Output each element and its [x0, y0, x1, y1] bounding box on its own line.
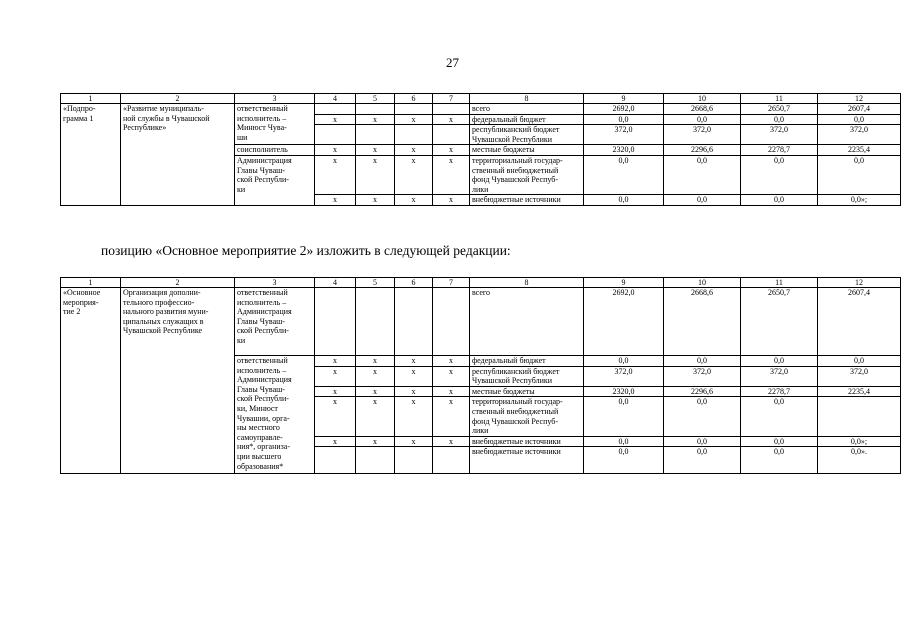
code-cell [395, 447, 433, 474]
value-cell: 0,0 [664, 155, 741, 194]
code-cell [356, 447, 395, 474]
value-cell: 0,0 [741, 155, 818, 194]
code-cell: х [395, 114, 433, 125]
code-cell: х [395, 145, 433, 156]
column-header: 2 [121, 278, 235, 288]
value-cell: 372,0 [584, 125, 664, 145]
value-cell: 0,0 [741, 356, 818, 367]
value-cell: 0,0 [584, 397, 664, 436]
code-cell: х [433, 195, 470, 206]
event-name-cell: Организация дополни- тельного профессио- нального развития муни- ципальных служащих в Чувашской Республике [121, 288, 235, 474]
code-cell: х [433, 397, 470, 436]
code-cell: х [433, 386, 470, 397]
column-header: 9 [584, 278, 664, 288]
code-cell [433, 104, 470, 115]
code-cell [433, 288, 470, 356]
executor-cell: ответственный исполнитель – Минюст Чува- ши [235, 104, 315, 145]
program-code-cell: «Подпро- грамма 1 [61, 104, 121, 206]
budget-table-main-event-2 [60, 277, 901, 474]
value-cell: 372,0 [818, 125, 901, 145]
code-cell: х [356, 195, 395, 206]
value-cell: 0,0 [741, 436, 818, 447]
value-cell: 2692,0 [584, 104, 664, 115]
code-cell: х [433, 155, 470, 194]
funding-source-cell: республиканский бюджет Чувашской Республики [470, 366, 584, 386]
value-cell: 0,0 [584, 356, 664, 367]
executor-cell: ответственный исполнитель – Администрация Главы Чуваш- ской Республи- ки [235, 288, 315, 356]
amendment-instruction: позицию «Основное мероприятие 2» изложить в следующей редакции: [101, 243, 511, 258]
code-cell: х [433, 356, 470, 367]
code-cell: х [395, 195, 433, 206]
column-number-row [61, 94, 901, 104]
column-header: 3 [235, 278, 315, 288]
value-cell: 0,0 [818, 114, 901, 125]
value-cell: 0,0 [741, 397, 818, 436]
code-cell: х [433, 145, 470, 156]
value-cell: 0,0 [741, 114, 818, 125]
table-row [61, 288, 901, 356]
value-cell: 0,0 [741, 195, 818, 206]
value-cell: 0,0 [584, 155, 664, 194]
value-cell: 0,0»; [818, 436, 901, 447]
code-cell: х [356, 145, 395, 156]
column-header: 12 [818, 94, 901, 104]
code-cell: х [395, 436, 433, 447]
code-cell: х [315, 114, 356, 125]
executor-cell: соисполнитель [235, 145, 315, 156]
column-header: 4 [315, 278, 356, 288]
page-number: 27 [446, 55, 459, 70]
code-cell: х [395, 366, 433, 386]
code-cell: х [315, 195, 356, 206]
code-cell: х [395, 356, 433, 367]
code-cell: х [356, 436, 395, 447]
code-cell: х [433, 114, 470, 125]
value-cell: 0,0 [664, 436, 741, 447]
value-cell: 2607,4 [818, 104, 901, 115]
code-cell [315, 104, 356, 115]
funding-source-cell: всего [470, 288, 584, 356]
code-cell [356, 125, 395, 145]
code-cell [395, 288, 433, 356]
executor-cell: ответственный исполнитель – Администрация Главы Чуваш- ской Республи- ки, Минюст Чувашии, орга- ны местного самоуправле- ния*, организа- ции высшего образования* [235, 356, 315, 474]
code-cell [315, 447, 356, 474]
funding-source-cell: территориальный государ- ственный внебюджетный фонд Чувашской Респуб- лики [470, 397, 584, 436]
funding-source-cell: федеральный бюджет [470, 356, 584, 367]
value-cell: 0,0 [664, 356, 741, 367]
funding-source-cell: внебюджетные источники [470, 447, 584, 474]
code-cell: х [315, 155, 356, 194]
column-header: 7 [433, 94, 470, 104]
value-cell: 0,0 [584, 436, 664, 447]
value-cell: 2668,6 [664, 104, 741, 115]
code-cell [395, 125, 433, 145]
code-cell: х [356, 155, 395, 194]
value-cell: 372,0 [664, 125, 741, 145]
value-cell: 2278,7 [741, 145, 818, 156]
value-cell: 0,0 [664, 397, 741, 436]
column-number-row [61, 278, 901, 288]
column-header: 1 [61, 94, 121, 104]
code-cell [395, 104, 433, 115]
value-cell: 2650,7 [741, 104, 818, 115]
code-cell [356, 288, 395, 356]
value-cell: 372,0 [741, 366, 818, 386]
event-code-cell: «Основное мероприя- тие 2 [61, 288, 121, 474]
value-cell: 0,0 [584, 114, 664, 125]
column-header: 5 [356, 94, 395, 104]
column-header: 11 [741, 278, 818, 288]
value-cell: 0,0 [584, 447, 664, 474]
budget-table-subprogram-1 [60, 93, 901, 206]
funding-source-cell: федеральный бюджет [470, 114, 584, 125]
code-cell: х [356, 114, 395, 125]
column-header: 8 [470, 278, 584, 288]
value-cell: 0,0 [818, 155, 901, 194]
code-cell [433, 447, 470, 474]
column-header: 1 [61, 278, 121, 288]
value-cell: 0,0». [818, 447, 901, 474]
value-cell: 0,0 [664, 114, 741, 125]
value-cell: 2235,4 [818, 145, 901, 156]
column-header: 6 [395, 94, 433, 104]
program-name-cell: «Развитие муниципаль- ной службы в Чувашской Республике» [121, 104, 235, 206]
funding-source-cell: местные бюджеты [470, 386, 584, 397]
code-cell: х [315, 145, 356, 156]
value-cell: 2320,0 [584, 145, 664, 156]
code-cell: х [395, 386, 433, 397]
value-cell: 2296,6 [664, 386, 741, 397]
value-cell: 372,0 [664, 366, 741, 386]
column-header: 12 [818, 278, 901, 288]
value-cell: 0,0 [664, 447, 741, 474]
code-cell: х [395, 155, 433, 194]
value-cell: 372,0 [741, 125, 818, 145]
code-cell: х [356, 356, 395, 367]
value-cell: 2278,7 [741, 386, 818, 397]
value-cell: 2296,6 [664, 145, 741, 156]
code-cell [356, 104, 395, 115]
value-cell: 372,0 [818, 366, 901, 386]
value-cell: 0,0 [741, 447, 818, 474]
code-cell: х [315, 397, 356, 436]
value-cell: 0,0 [664, 195, 741, 206]
value-cell: 2607,4 [818, 288, 901, 356]
code-cell: х [356, 397, 395, 436]
code-cell: х [356, 366, 395, 386]
code-cell: х [315, 436, 356, 447]
column-header: 6 [395, 278, 433, 288]
column-header: 3 [235, 94, 315, 104]
code-cell [315, 125, 356, 145]
table-row [61, 104, 901, 115]
code-cell: х [315, 356, 356, 367]
code-cell: х [356, 386, 395, 397]
column-header: 10 [664, 278, 741, 288]
value-cell: 2235,4 [818, 386, 901, 397]
value-cell: 372,0 [584, 366, 664, 386]
code-cell: х [315, 386, 356, 397]
code-cell [315, 288, 356, 356]
value-cell: 2692,0 [584, 288, 664, 356]
column-header: 5 [356, 278, 395, 288]
column-header: 11 [741, 94, 818, 104]
funding-source-cell: всего [470, 104, 584, 115]
value-cell: 2650,7 [741, 288, 818, 356]
funding-source-cell: местные бюджеты [470, 145, 584, 156]
column-header: 7 [433, 278, 470, 288]
value-cell: 0,0 [584, 195, 664, 206]
column-header: 10 [664, 94, 741, 104]
funding-source-cell: республиканский бюджет Чувашской Республики [470, 125, 584, 145]
value-cell: 0,0 [818, 356, 901, 367]
executor-cell: Администрация Главы Чуваш- ской Республи- ки [235, 155, 315, 205]
funding-source-cell: внебюджетные источники [470, 436, 584, 447]
column-header: 4 [315, 94, 356, 104]
code-cell: х [395, 397, 433, 436]
code-cell: х [433, 366, 470, 386]
code-cell: х [315, 366, 356, 386]
value-cell: 2668,6 [664, 288, 741, 356]
funding-source-cell: внебюджетные источники [470, 195, 584, 206]
value-cell [818, 397, 901, 436]
column-header: 2 [121, 94, 235, 104]
value-cell: 2320,0 [584, 386, 664, 397]
value-cell: 0,0»; [818, 195, 901, 206]
code-cell [433, 125, 470, 145]
funding-source-cell: территориальный государ- ственный внебюджетный фонд Чувашской Респуб- лики [470, 155, 584, 194]
code-cell: х [433, 436, 470, 447]
column-header: 8 [470, 94, 584, 104]
column-header: 9 [584, 94, 664, 104]
